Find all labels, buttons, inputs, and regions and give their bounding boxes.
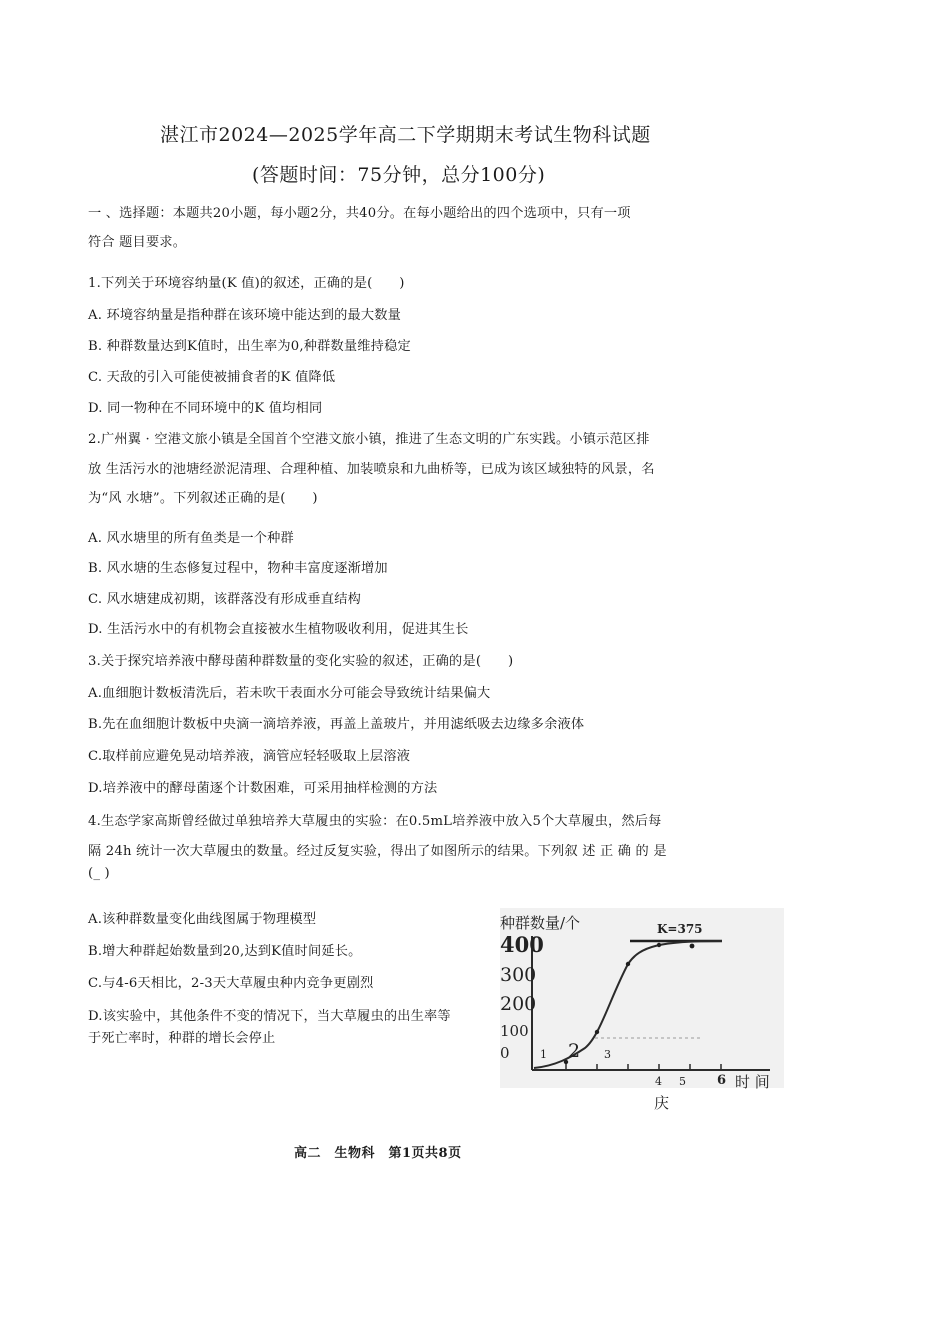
- question-4-stem-line2: 隔 24h 统计一次大草履虫的数量。经过反复实验，得出了如图所示的结果。下列叙 述 正 确 的 是: [88, 844, 667, 859]
- question-4-stem-line1: 4.生态学家高斯曾经做过单独培养大草履虫的实验：在0.5mL培养液中放入5个大草履虫，然后每: [88, 814, 662, 829]
- x-tick-label-3: 3: [604, 1048, 611, 1061]
- y-tick-100: 100: [500, 1022, 529, 1040]
- data-point: [690, 944, 695, 949]
- page-footer: 高二 生物科 第1页共8页: [294, 1146, 462, 1161]
- question-3-option-b: B.先在血细胞计数板中央滴一滴培养液，再盖上盖玻片，并用滤纸吸去边缘多余液体: [88, 717, 585, 732]
- y-tick-200: 200: [500, 993, 537, 1015]
- x-tick-label-4: 4: [655, 1075, 662, 1088]
- y-tick-0: 0: [500, 1044, 510, 1062]
- x-tick-label-1: 1: [540, 1048, 547, 1061]
- data-point: [657, 943, 661, 947]
- question-1-option-a: A. 环境容纳量是指种群在该环境中能达到的最大数量: [88, 308, 402, 323]
- question-1-stem: 1.下列关于环境容纳量(K 值)的叙述，正确的是( ): [88, 276, 405, 291]
- growth-curve: [534, 941, 722, 1068]
- data-point: [626, 962, 630, 966]
- figure-x-label-unit: 庆: [654, 1094, 670, 1112]
- exam-subtitle: (答题时间：75分钟，总分100分): [252, 164, 546, 186]
- figure-x-label-time: 时 间: [735, 1073, 770, 1091]
- question-2-option-c: C. 风水塘建成初期，该群落没有形成垂直结构: [88, 592, 361, 607]
- population-growth-figure: [500, 908, 784, 1091]
- y-tick-400: 400: [500, 932, 544, 957]
- question-4-option-d-line2: 于死亡率时，种群的增长会停止: [88, 1031, 276, 1046]
- question-2-option-d: D. 生活污水中的有机物会直接被水生植物吸收利用，促进其生长: [88, 622, 469, 637]
- question-2-stem-line3: 为“风 水塘”。下列叙述正确的是( ): [88, 491, 318, 506]
- question-4-option-d-line1: D.该实验中，其他条件不变的情况下，当大草履虫的出生率等: [88, 1009, 451, 1024]
- question-2-option-b: B. 风水塘的生态修复过程中，物种丰富度逐渐增加: [88, 561, 388, 576]
- y-tick-300: 300: [500, 964, 537, 986]
- section-instructions-line2: 符合 题目要求。: [88, 235, 187, 250]
- figure-k-label: K=375: [657, 922, 703, 936]
- data-point: [595, 1030, 599, 1034]
- question-1-option-d: D. 同一物种在不同环境中的K 值均相同: [88, 401, 323, 416]
- exam-title: 湛江市2024—2025学年高二下学期期末考试生物科试题: [160, 124, 651, 146]
- question-2-stem-line1: 2.广州翼 · 空港文旅小镇是全国首个空港文旅小镇，推进了生态文明的广东实践。小镇示范区排: [88, 432, 650, 447]
- question-3-stem: 3.关于探究培养液中酵母菌种群数量的变化实验的叙述，正确的是( ): [88, 654, 514, 669]
- question-4-option-a: A.该种群数量变化曲线图属于物理模型: [88, 912, 317, 927]
- question-1-option-b: B. 种群数量达到K值时，出生率为0,种群数量维持稳定: [88, 339, 411, 354]
- question-4-option-c: C.与4-6天相比，2-3天大草履虫种内竞争更剧烈: [88, 976, 374, 991]
- question-2-stem-line2: 放 生活污水的池塘经淤泥清理、合理种植、加装喷泉和九曲桥等，已成为该区域独特的风景，名: [88, 462, 655, 477]
- question-4-stem-line3: (_ ): [88, 866, 110, 881]
- question-4-option-b: B.增大种群起始数量到20,达到K值时间延长。: [88, 944, 362, 959]
- x-tick-label-5: 5: [679, 1075, 686, 1088]
- question-2-option-a: A. 风水塘里的所有鱼类是一个种群: [88, 531, 294, 546]
- question-3-option-c: C.取样前应避免晃动培养液，滴管应轻轻吸取上层溶液: [88, 749, 411, 764]
- question-3-option-d: D.培养液中的酵母菌逐个计数困难，可采用抽样检测的方法: [88, 781, 438, 796]
- question-3-option-a: A.血细胞计数板清洗后，若未吹干表面水分可能会导致统计结果偏大: [88, 686, 491, 701]
- x-tick-label-2: 2: [568, 1040, 581, 1062]
- figure-y-label: 种群数量/个: [500, 914, 581, 932]
- question-1-option-c: C. 天敌的引入可能使被捕食者的K 值降低: [88, 370, 336, 385]
- x-tick-label-6: 6: [717, 1073, 727, 1088]
- section-instructions-line1: 一 、选择题：本题共20小题，每小题2分，共40分。在每小题给出的四个选项中，只有一项: [88, 206, 631, 221]
